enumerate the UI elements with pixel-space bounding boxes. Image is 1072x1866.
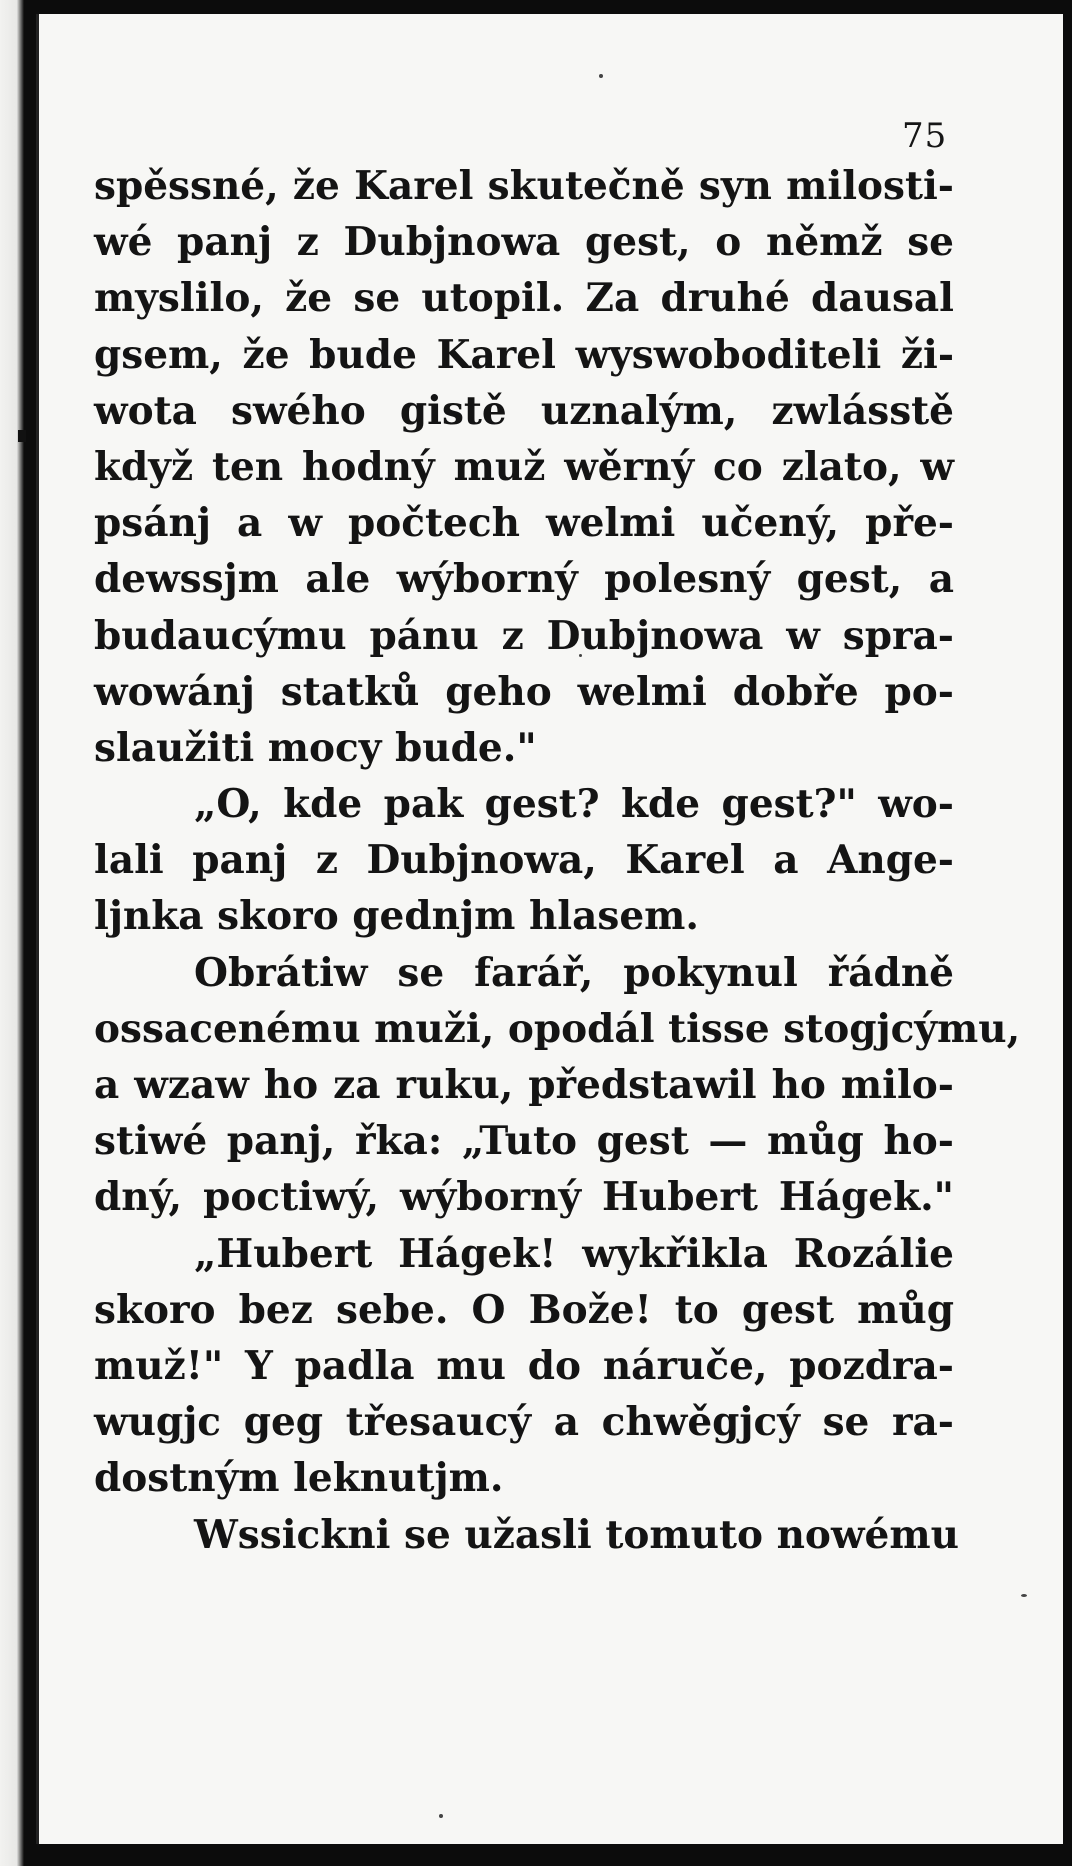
- text-line: wota swého gistě uznalým, zwlásstě: [94, 387, 954, 434]
- text-line: skoro bez sebe. O Bože! to gest můg: [94, 1286, 954, 1333]
- text-line: budaucýmu pánu z Dubjnowa w spra-: [94, 612, 954, 659]
- text-line: dný, poctiwý, wýborný Hubert Hágek.": [94, 1174, 954, 1221]
- facing-page-edge: [0, 0, 24, 1866]
- page-number: 75: [902, 116, 948, 156]
- binding-mark: [18, 430, 26, 442]
- text-line: Obrátiw se farář, pokynul řádně: [194, 949, 954, 996]
- text-line: když ten hodný muž wěrný co zlato, w: [94, 443, 954, 490]
- text-line: psánj a w počtech welmi učený, pře-: [94, 500, 954, 547]
- text-line: myslilo, že se utopil. Za druhé dausal: [94, 275, 954, 322]
- text-line: ossacenému muži, opodál tisse stogjcýmu,: [94, 1005, 1021, 1052]
- text-line: dostným leknutjm.: [94, 1455, 504, 1502]
- text-line: dewssjm ale wýborný polesný gest, a: [94, 556, 954, 603]
- text-line: Wssickni se užasli tomuto nowému: [194, 1511, 959, 1558]
- text-line: „O, kde pak gest? kde gest?" wo-: [194, 781, 954, 828]
- text-line: wé panj z Dubjnowa gest, o němž se: [94, 219, 954, 266]
- text-line: wowánj statků geho welmi dobře po-: [94, 668, 954, 715]
- text-line: stiwé panj, řka: „Tuto gest — můg ho-: [94, 1118, 954, 1165]
- text-line: slaužiti mocy bude.": [94, 724, 537, 771]
- text-line: muž!" Y padla mu do náruče, pozdra-: [94, 1342, 954, 1389]
- text-line: spěssné, že Karel skutečně syn milosti-: [94, 163, 954, 209]
- text-line: ljnka skoro gednjm hlasem.: [94, 893, 699, 940]
- text-line: wugjc geg třesaucý a chwěgjcý se ra-: [94, 1399, 954, 1446]
- page-body-text: [94, 158, 1021, 1563]
- text-line: „Hubert Hágek! wykřikla Rozálie: [194, 1230, 954, 1277]
- text-line: gsem, že bude Karel wyswoboditeli ži-: [94, 331, 954, 378]
- text-line: lali panj z Dubjnowa, Karel a Ange-: [94, 837, 954, 884]
- text-line: a wzaw ho za ruku, předstawil ho milo-: [94, 1062, 954, 1108]
